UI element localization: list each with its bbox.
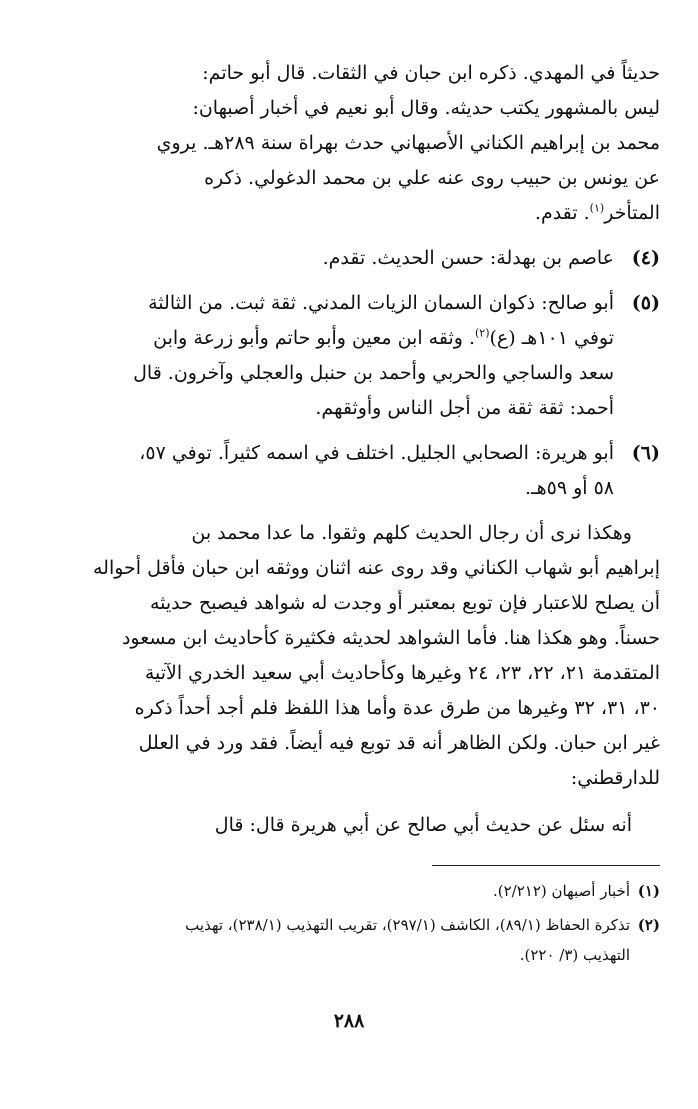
text-fragment: . تقدم.: [534, 202, 590, 224]
text-line: غير ابن حبان. ولكن الظاهر أنه قد توبع فيه أيضاً. فقد ورد في العلل: [138, 732, 660, 754]
text-fragment: توفي ١٠١هـ (ع): [489, 327, 614, 349]
footnote-2: [38, 910, 660, 970]
text-line: أبو صالح: ذكوان السمان الزيات المدني. ثقة ثبت. من الثالثة: [148, 292, 614, 314]
text-line: تذكرة الحفاظ (٨٩/١)، الكاشف (٢٩٧/١)، تقريب التهذيب (٢٣٨/١)، تهذيب: [185, 916, 630, 934]
text-line: عن يونس بن حبيب روى عنه علي بن محمد الدغولي. ذكره: [204, 167, 660, 189]
text-line: عاصم بن بهدلة: حسن الحديث. تقدم.: [322, 247, 614, 269]
text-line: إبراهيم أبو شهاب الكناني وقد روى عنه اثنان ووثقه ابن حبان فأقل أحواله: [92, 557, 660, 579]
footnote-separator: [432, 865, 660, 866]
narrator-entry-6: [38, 436, 660, 506]
text-line: للدارقطني:: [570, 767, 660, 789]
text-line: حديثاً في المهدي. ذكره ابن حبان في الثقات. قال أبو حاتم:: [202, 62, 660, 84]
quote-paragraph: [38, 808, 660, 843]
text-line: أخبار أصبهان (٢/٢١٢).: [492, 882, 630, 900]
entry-number: (٥): [631, 292, 660, 314]
footnote-text: [493, 876, 630, 906]
page-content: [38, 56, 660, 970]
narrator-entry-5: [38, 286, 660, 426]
text-line: [38, 321, 614, 356]
text-fragment: المتأخر: [604, 202, 660, 224]
text-line: المتقدمة ٢١، ٢٢، ٢٣، ٢٤ وغيرها وكأحاديث أبي سعيد الخدري الآتية: [144, 662, 660, 684]
page-number: ٢٨٨: [333, 1010, 365, 1032]
text-line: أبو هريرة: الصحابي الجليل. اختلف في اسمه كثيراً. توفي ٥٧،: [139, 442, 614, 464]
intro-paragraph: [38, 56, 660, 231]
text-line: أن يصلح للاعتبار فإن توبع بمعتبر أو وجدت له شواهد فيصبح حديثه: [149, 592, 660, 614]
footnote-1: [38, 876, 660, 906]
footnote-number: (١): [637, 882, 660, 900]
text-line: حسناً. وهو هكذا هنا. فأما الشواهد لحديثه فكثيرة كأحاديث ابن مسعود: [121, 627, 660, 649]
footnote-ref-1[interactable]: (١): [589, 201, 605, 215]
entry-number: (٤): [631, 247, 660, 269]
text-line: أحمد: ثقة ثقة من أجل الناس وأوثقهم.: [315, 397, 614, 419]
text-line: وهكذا نرى أن رجال الحديث كلهم وثقوا. ما عدا محمد بن: [191, 522, 632, 544]
entry-number: (٦): [631, 442, 660, 464]
text-line: أنه سئل عن حديث أبي صالح عن أبي هريرة قال: قال: [214, 814, 632, 836]
text-line: محمد بن إبراهيم الكناني الأصبهاني حدث بهراة سنة ٢٨٩هـ. يروي: [156, 132, 660, 154]
entry-text: [38, 436, 614, 506]
footnote-text: [185, 910, 630, 970]
body-paragraph: [38, 516, 660, 796]
entry-text: [38, 241, 614, 276]
text-fragment: . وثقه ابن معين وأبو حاتم وأبو زرعة وابن: [153, 327, 475, 349]
footnote-ref-2[interactable]: (٢): [475, 326, 490, 340]
narrator-entry-4: [38, 241, 660, 276]
text-line: ليس بالمشهور يكتب حديثه. وقال أبو نعيم في أخبار أصبهان:: [192, 97, 660, 119]
text-line: التهذيب (٣/ ٢٢٠).: [519, 946, 630, 964]
text-line: ٥٨ أو ٥٩هـ.: [524, 477, 614, 499]
footnote-number: (٢): [637, 916, 660, 934]
text-line: ٣٠، ٣١، ٣٢ وغيرها من طرق عدة وأما هذا اللفظ فلم أجد أحداً ذكره: [134, 697, 660, 719]
text-line: سعد والساجي والحربي وأحمد بن حنبل والعجلي وآخرون. قال: [133, 362, 614, 384]
text-line: [38, 196, 660, 231]
entry-text: [38, 286, 614, 426]
